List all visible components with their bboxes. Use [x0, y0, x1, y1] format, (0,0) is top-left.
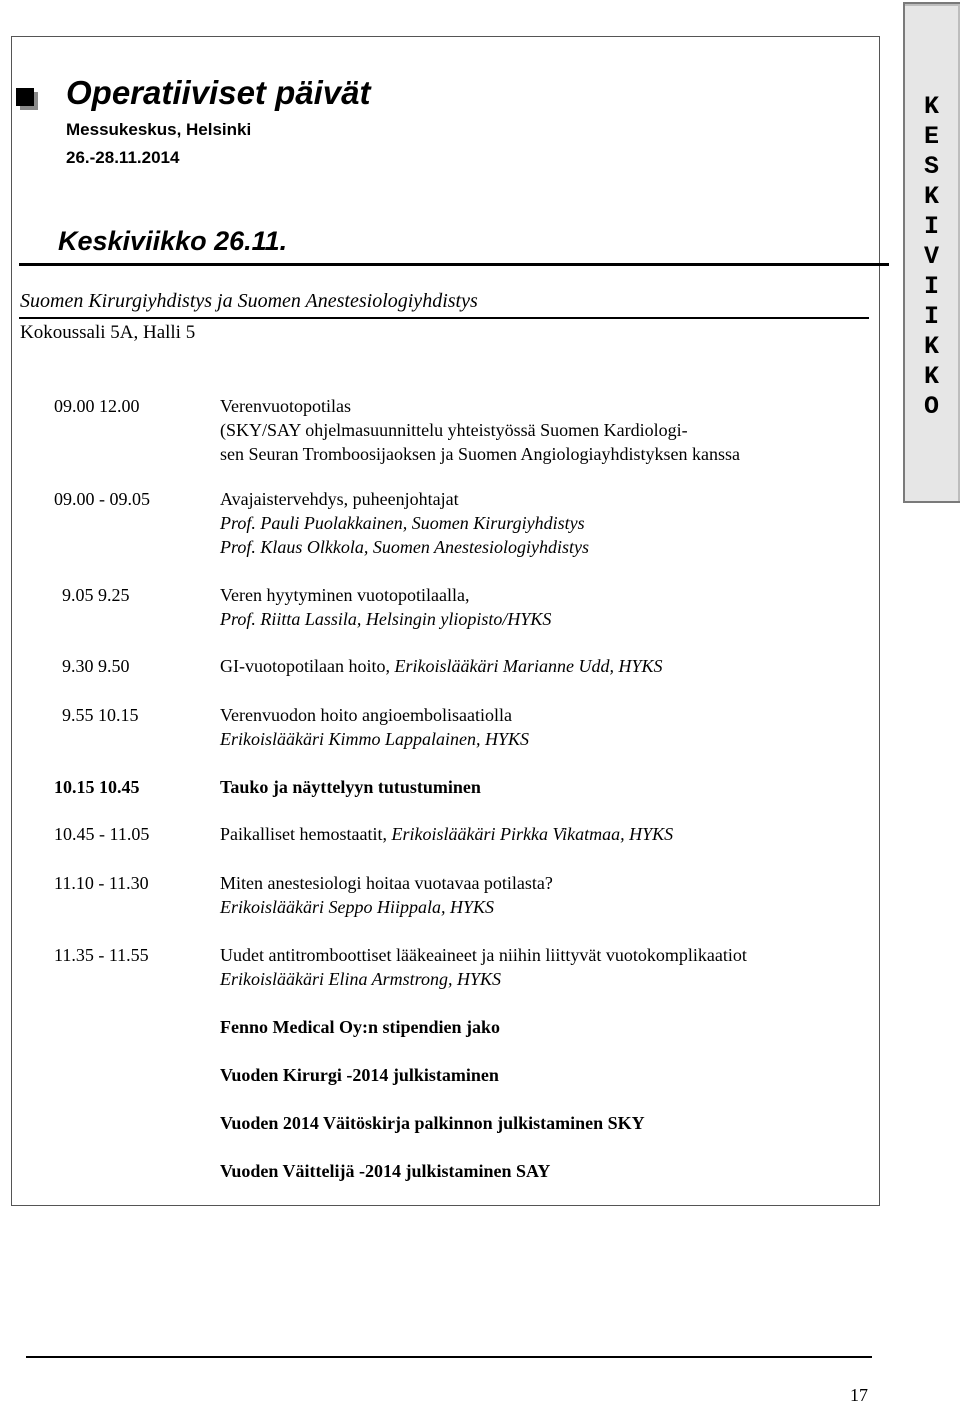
speaker: Erikoislääkäri Marianne Udd, HYKS: [394, 656, 663, 676]
event-venue: Messukeskus, Helsinki: [66, 120, 252, 139]
session-room: Kokoussali 5A, Halli 5: [20, 322, 196, 343]
session-time: 09.00 12.00: [54, 396, 140, 416]
session-time: 11.35 - 11.55: [54, 945, 149, 965]
session-title: Uudet antitromboottiset lääkeaineet ja niihin liittyvät vuotokomplikaatiot: [220, 945, 747, 965]
speaker: Prof. Klaus Olkkola, Suomen Anestesiologiyhdistys: [220, 537, 589, 557]
session-time: 09.00 - 09.05: [54, 489, 150, 509]
session-title: Verenvuodon hoito angioembolisaatiolla: [220, 705, 512, 725]
closing-item: Vuoden Kirurgi -2014 julkistaminen: [220, 1065, 499, 1085]
closing-item: Vuoden Väittelijä -2014 julkistaminen SAY: [220, 1161, 551, 1181]
session-title: GI-vuotopotilaan hoito,: [220, 656, 390, 676]
session-time: 11.10 - 11.30: [54, 873, 149, 893]
divider: [19, 263, 889, 266]
bullet-square-icon: [16, 88, 34, 106]
speaker: Prof. Riitta Lassila, Helsingin yliopisto/HYKS: [220, 609, 552, 629]
session-time: 9.55 10.15: [62, 705, 139, 725]
speaker: Erikoislääkäri Seppo Hiippala, HYKS: [220, 897, 494, 917]
session-title: Miten anestesiologi hoitaa vuotavaa potilasta?: [220, 873, 553, 893]
closing-item: Fenno Medical Oy:n stipendien jako: [220, 1017, 501, 1037]
page-number: 17: [850, 1385, 868, 1405]
event-dates: 26.-28.11.2014: [66, 148, 180, 167]
speaker: Erikoislääkäri Pirkka Vikatmaa, HYKS: [391, 824, 674, 844]
session-societies: Suomen Kirurgiyhdistys ja Suomen Anestesiologiyhdistys: [20, 290, 478, 312]
side-tab: [903, 2, 960, 503]
session-detail: sen Seuran Tromboosijaoksen ja Suomen Angiologiayhdistyksen kanssa: [220, 444, 740, 464]
speaker: Erikoislääkäri Elina Armstrong, HYKS: [220, 969, 502, 989]
session-time: 10.15 10.45: [54, 777, 140, 797]
session-entry: [220, 824, 673, 845]
divider: [19, 317, 869, 319]
session-title: Paikalliset hemostaatit,: [220, 824, 387, 844]
session-title: Tauko ja näyttelyyn tutustuminen: [220, 777, 481, 797]
event-title: Operatiiviset päivät: [66, 74, 371, 111]
speaker: Erikoislääkäri Kimmo Lappalainen, HYKS: [220, 729, 530, 749]
side-tab-label: K E S K I V I I K K O: [923, 92, 939, 421]
speaker: Prof. Pauli Puolakkainen, Suomen Kirurgiyhdistys: [220, 513, 585, 533]
session-time: 9.05 9.25: [62, 585, 130, 605]
session-time: 9.30 9.50: [62, 656, 130, 676]
session-detail: (SKY/SAY ohjelmasuunnittelu yhteistyössä Suomen Kardiologi-: [220, 420, 688, 440]
footer-divider: [26, 1356, 872, 1358]
session-time: 10.45 - 11.05: [54, 824, 150, 844]
closing-item: Vuoden 2014 Väitöskirja palkinnon julkistaminen SKY: [220, 1113, 645, 1133]
session-entry: [220, 656, 662, 677]
session-title: Avajaistervehdys, puheenjohtajat: [220, 489, 459, 509]
session-title: Veren hyytyminen vuotopotilaalla,: [220, 585, 470, 605]
day-title: Keskiviikko 26.11.: [58, 226, 288, 256]
session-title: Verenvuotopotilas: [220, 396, 351, 416]
